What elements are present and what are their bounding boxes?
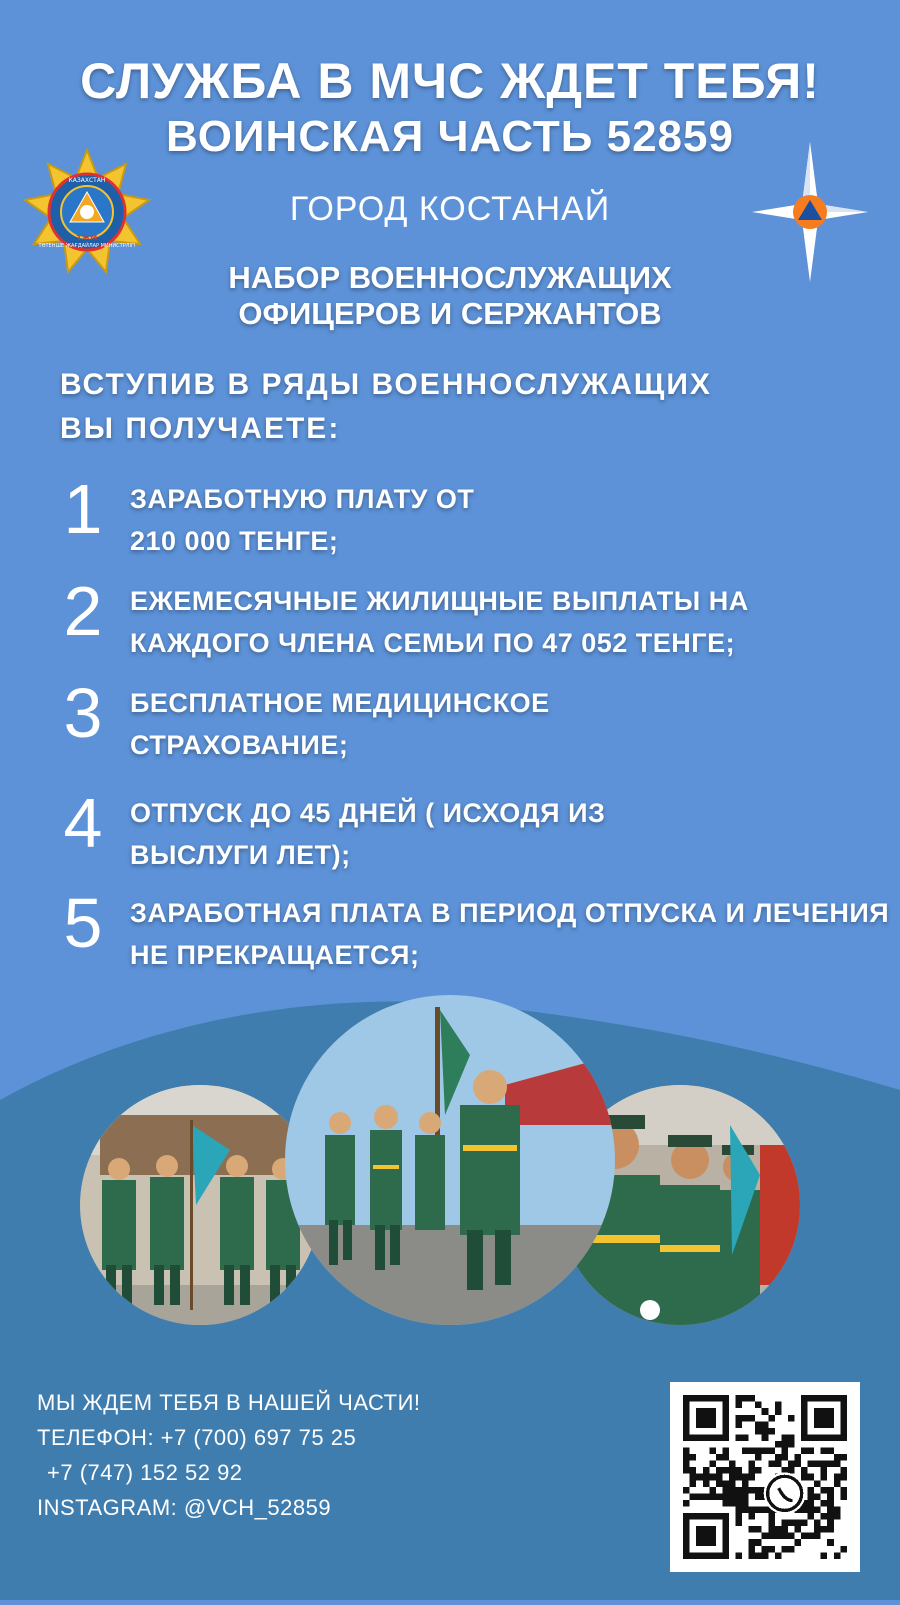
photo-marching-parade <box>285 995 615 1325</box>
benefit-item-5 <box>58 884 890 988</box>
emblem-ring-text-top: КАЗАХСТАН <box>68 177 106 184</box>
emblem-ring-text-bottom: ТӨТЕНШЕ ЖАҒДАЙЛАР МИНИСТРЛІГІ <box>38 243 136 249</box>
emergency-ministry-emblem <box>22 148 152 278</box>
benefit-item-4 <box>58 784 858 888</box>
benefit-text-line-2: СТРАХОВАНИЕ; <box>130 730 349 760</box>
title-line-1: СЛУЖБА В МЧС ЖДЕТ ТЕБЯ! <box>80 53 820 109</box>
benefit-number: 4 <box>63 784 103 862</box>
benefit-text-line-2: КАЖДОГО ЧЛЕНА СЕМЬИ ПО 47 052 ТЕНГЕ; <box>130 628 736 658</box>
benefit-number: 3 <box>63 674 103 752</box>
benefit-item-3 <box>58 674 858 778</box>
benefit-number: 2 <box>63 572 103 650</box>
city-label: ГОРОД КОСТАНАЙ <box>289 190 611 228</box>
phone-secondary[interactable]: +7 (747) 152 52 92 <box>47 1460 243 1485</box>
benefit-text-line-2: 210 000 ТЕНГЕ; <box>130 526 339 556</box>
benefit-text-line-2: ВЫСЛУГИ ЛЕТ); <box>130 840 351 870</box>
instagram-link[interactable]: INSTAGRAM: @VCH_52859 <box>37 1495 332 1520</box>
benefit-text-line-1: БЕСПЛАТНОЕ МЕДИЦИНСКОЕ <box>130 688 550 718</box>
benefit-number: 5 <box>63 884 103 962</box>
recruitment-line-2: ОФИЦЕРОВ И СЕРЖАНТОВ <box>238 296 662 331</box>
benefit-item-1 <box>58 470 858 574</box>
benefit-text-line-1: ЗАРАБОТНУЮ ПЛАТУ ОТ <box>130 484 475 514</box>
intro-line-1: ВСТУПИВ В РЯДЫ ВОЕННОСЛУЖАЩИХ <box>60 368 712 401</box>
benefit-text-line-1: ЗАРАБОТНАЯ ПЛАТА В ПЕРИОД ОТПУСКА И ЛЕЧЕНИЯ <box>130 898 890 928</box>
compass-star-icon <box>752 142 868 282</box>
invite-text: МЫ ЖДЕМ ТЕБЯ В НАШЕЙ ЧАСТИ! <box>37 1390 421 1415</box>
phone-primary[interactable]: ТЕЛЕФОН: +7 (700) 697 75 25 <box>37 1425 357 1450</box>
benefit-text-line-1: ОТПУСК ДО 45 ДНЕЙ ( ИСХОДЯ ИЗ <box>130 798 606 828</box>
benefit-text-line-1: ЕЖЕМЕСЯЧНЫЕ ЖИЛИЩНЫЕ ВЫПЛАТЫ НА <box>130 586 749 616</box>
emblem-center-text: ТЖМ <box>76 234 98 242</box>
benefit-text-line-2: НЕ ПРЕКРАЩАЕТСЯ; <box>130 940 420 970</box>
benefit-item-2 <box>58 572 858 676</box>
intro-line-2: ВЫ ПОЛУЧАЕТЕ: <box>60 412 341 445</box>
benefit-number: 1 <box>63 470 103 548</box>
whatsapp-icon <box>764 1472 806 1514</box>
qr-code[interactable] <box>670 1382 860 1572</box>
title-line-2: ВОИНСКАЯ ЧАСТЬ 52859 <box>166 112 734 161</box>
photo-honor-guard <box>80 1085 320 1325</box>
recruitment-line-1: НАБОР ВОЕННОСЛУЖАЩИХ <box>228 260 672 295</box>
